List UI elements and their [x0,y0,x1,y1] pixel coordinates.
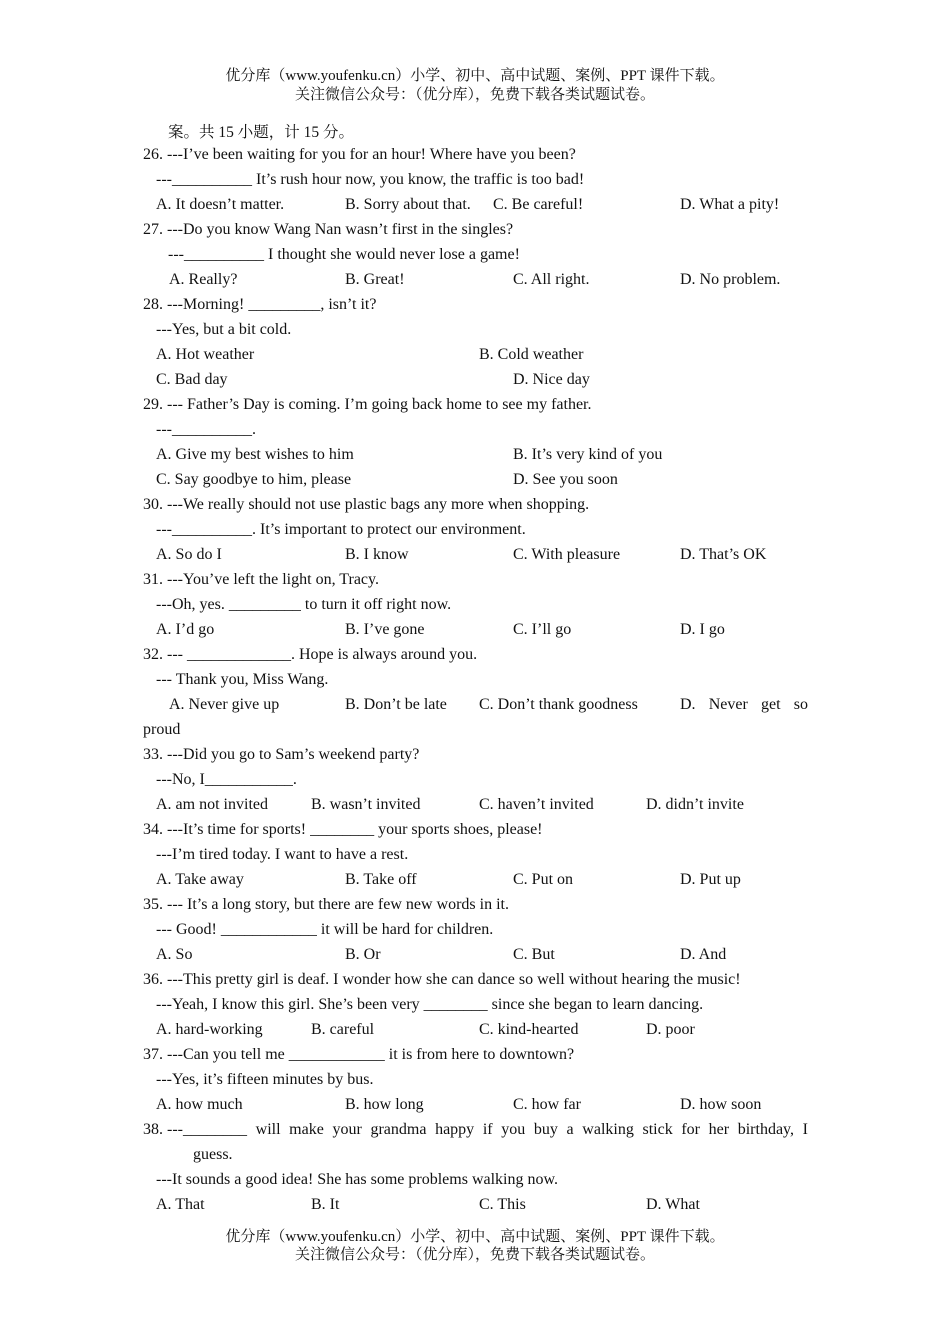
question-stem [143,495,808,520]
question-stem [143,570,808,595]
option-d-word: get [761,696,781,713]
question-number: 28. [143,296,163,313]
options-row [143,1095,808,1120]
option-c[interactable]: C. haven’t invited [479,796,594,813]
option-b[interactable]: B. Or [345,946,381,963]
question-reply: ---__________ I thought she would never lose a game! [168,246,520,263]
page-header-line-1: 优分库（www.youfenku.cn）小学、初中、高中试题、案例、PPT 课件下载。 [225,68,725,84]
option-a[interactable]: A. hard-working [156,1021,263,1038]
page-footer-line-1: 优分库（www.youfenku.cn）小学、初中、高中试题、案例、PPT 课件下载。 [225,1229,725,1245]
option-d-word: so [793,696,808,713]
question-text: ---Do you know Wang Nan wasn’t first in the singles? [167,221,514,238]
question-number: 36. [143,971,163,988]
question-stem [143,395,808,420]
question-reply: ---Yeah, I know this girl. She’s been very ________ since she began to learn dancing. [156,996,704,1013]
question-stem [143,820,808,845]
page-header-line-2: 关注微信公众号：（优分库），免费下载各类试题试卷。 [294,87,655,103]
option-c[interactable]: C. Say goodbye to him, please [156,471,352,488]
question-34 [143,820,808,895]
question-number: 27. [143,221,163,238]
option-a[interactable]: A. I’d go [156,621,215,638]
page-footer-line-2: 关注微信公众号：（优分库），免费下载各类试题试卷。 [294,1247,655,1263]
option-c[interactable]: C. Put on [513,871,574,888]
question-text: ---Did you go to Sam’s weekend party? [167,746,420,763]
question-stem [143,745,808,770]
option-c[interactable]: C. Don’t thank goodness [479,696,638,713]
option-d[interactable]: D. That’s OK [680,546,767,563]
option-b[interactable]: B. It’s very kind of you [513,446,663,463]
question-reply: ---No, I___________. [156,771,297,788]
question-28 [143,295,808,395]
question-33 [143,745,808,820]
option-a[interactable]: A. Give my best wishes to him [156,446,354,463]
question-29 [143,395,808,495]
option-d[interactable]: D. didn’t invite [646,796,744,813]
options-row [143,195,808,220]
question-reply: ---Yes, it’s fifteen minutes by bus. [156,1071,374,1088]
option-b[interactable]: B. careful [311,1021,375,1038]
question-reply: ---I’m tired today. I want to have a rest. [156,846,409,863]
question-number: 33. [143,746,163,763]
options-row [143,270,808,295]
option-d-label: D. [680,696,696,713]
option-a[interactable]: A. Hot weather [156,346,255,363]
question-number: 32. [143,646,163,663]
question-31 [143,570,808,645]
question-text: ---We really should not use plastic bags any more when shopping. [167,496,590,513]
options-row [143,345,808,370]
option-c[interactable]: C. All right. [513,271,590,288]
option-c[interactable]: C. This [479,1196,526,1213]
option-b[interactable]: B. Take off [345,871,417,888]
question-reply: ---It sounds a good idea! She has some problems walking now. [156,1171,558,1188]
option-d[interactable]: D. What [646,1196,700,1213]
option-d[interactable]: D. No problem. [680,271,781,288]
option-d[interactable] [680,695,808,715]
question-text: --- _____________. Hope is always around you. [167,646,478,663]
option-b[interactable]: B. I’ve gone [345,621,425,638]
question-reply: --- Good! ____________ it will be hard for children. [156,921,494,938]
option-b[interactable]: B. It [311,1196,340,1213]
question-number: 37. [143,1046,163,1063]
option-b[interactable]: B. how long [345,1096,424,1113]
options-row [143,795,808,820]
options-row [143,870,808,895]
question-reply: ---__________. It’s important to protect our environment. [156,521,526,538]
question-text: ---This pretty girl is deaf. I wonder how she can dance so well without hearing the music! [167,971,741,988]
question-stem [143,295,808,320]
question-text: ---________ will make your grandma happy if you buy a walking stick for her birthday, I [167,1121,808,1138]
option-d[interactable]: D. And [680,946,727,963]
question-text: ---Morning! _________, isn’t it? [167,296,377,313]
option-a[interactable]: A. Take away [156,871,244,888]
option-d[interactable]: D. poor [646,1021,695,1038]
option-d-word: Never [708,696,748,713]
option-a[interactable]: A. So [156,946,193,963]
option-c[interactable]: C. But [513,946,555,963]
question-reply: --- Thank you, Miss Wang. [156,671,329,688]
option-b[interactable]: B. Great! [345,271,405,288]
question-27 [143,220,808,295]
option-c[interactable]: C. Be careful! [493,196,584,213]
options-row [143,470,808,495]
option-b[interactable]: B. wasn’t invited [311,796,421,813]
question-text: ---Can you tell me ____________ it is from here to downtown? [167,1046,575,1063]
option-b[interactable]: B. I know [345,546,409,563]
option-d[interactable]: D. What a pity! [680,196,780,213]
option-c[interactable]: C. With pleasure [513,546,621,563]
question-26 [143,145,808,220]
question-number: 29. [143,396,163,413]
option-c[interactable]: C. how far [513,1096,581,1113]
options-row [143,620,808,645]
question-36 [143,970,808,1045]
question-number: 34. [143,821,163,838]
option-c[interactable]: C. kind-hearted [479,1021,579,1038]
question-32 [143,645,808,745]
question-stem [143,1045,808,1070]
option-d-wrap: proud [143,721,181,738]
question-number: 31. [143,571,163,588]
options-row [143,370,808,395]
option-b[interactable]: B. Sorry about that. [345,196,471,213]
question-reply: ---Yes, but a bit cold. [156,321,292,338]
question-number: 30. [143,496,163,513]
option-a[interactable]: A. Never give up [169,696,280,713]
question-number: 35. [143,896,163,913]
options-row [143,545,808,570]
option-c[interactable]: C. Bad day [156,371,228,388]
question-reply: ---__________ It’s rush hour now, you know, the traffic is too bad! [156,171,585,188]
option-d[interactable]: D. I go [680,621,725,638]
question-text: ---It’s time for sports! ________ your sports shoes, please! [167,821,543,838]
question-stem [143,220,808,245]
option-a[interactable]: A. how much [156,1096,243,1113]
option-b[interactable]: B. Cold weather [479,346,584,363]
section-intro: 案。共 15 小题，计 15 分。 [168,124,355,141]
option-b[interactable]: B. Don’t be late [345,696,447,713]
option-d[interactable]: D. Put up [680,871,741,888]
question-30 [143,495,808,570]
option-a[interactable]: A. It doesn’t matter. [156,196,285,213]
option-d[interactable]: D. how soon [680,1096,762,1113]
question-37 [143,1045,808,1120]
question-reply: ---__________. [156,421,256,438]
option-a[interactable]: A. So do I [156,546,222,563]
option-d[interactable]: D. See you soon [513,471,618,488]
question-list [143,145,808,1220]
option-a[interactable]: A. That [156,1196,205,1213]
options-row [143,1020,808,1045]
question-stem [143,970,808,995]
question-stem [143,645,808,670]
options-row [143,945,808,970]
options-row [143,1195,808,1220]
question-stem [143,1120,808,1145]
question-reply: ---Oh, yes. _________ to turn it off right now. [156,596,452,613]
question-stem-continued: guess. [193,1146,233,1163]
question-38 [143,1120,808,1220]
question-stem [143,895,808,920]
question-number: 26. [143,146,163,163]
question-text: --- Father’s Day is coming. I’m going back home to see my father. [167,396,592,413]
option-d[interactable]: D. Nice day [513,371,590,388]
option-c[interactable]: C. I’ll go [513,621,572,638]
option-a[interactable]: A. am not invited [156,796,268,813]
question-text: ---I’ve been waiting for you for an hour! Where have you been? [167,146,576,163]
question-35 [143,895,808,970]
options-row [143,695,808,720]
question-text: ---You’ve left the light on, Tracy. [167,571,379,588]
question-stem [143,145,808,170]
option-a[interactable]: A. Really? [169,271,238,288]
options-row [143,445,808,470]
question-text: --- It’s a long story, but there are few new words in it. [167,896,509,913]
question-number: 38. [143,1121,163,1138]
